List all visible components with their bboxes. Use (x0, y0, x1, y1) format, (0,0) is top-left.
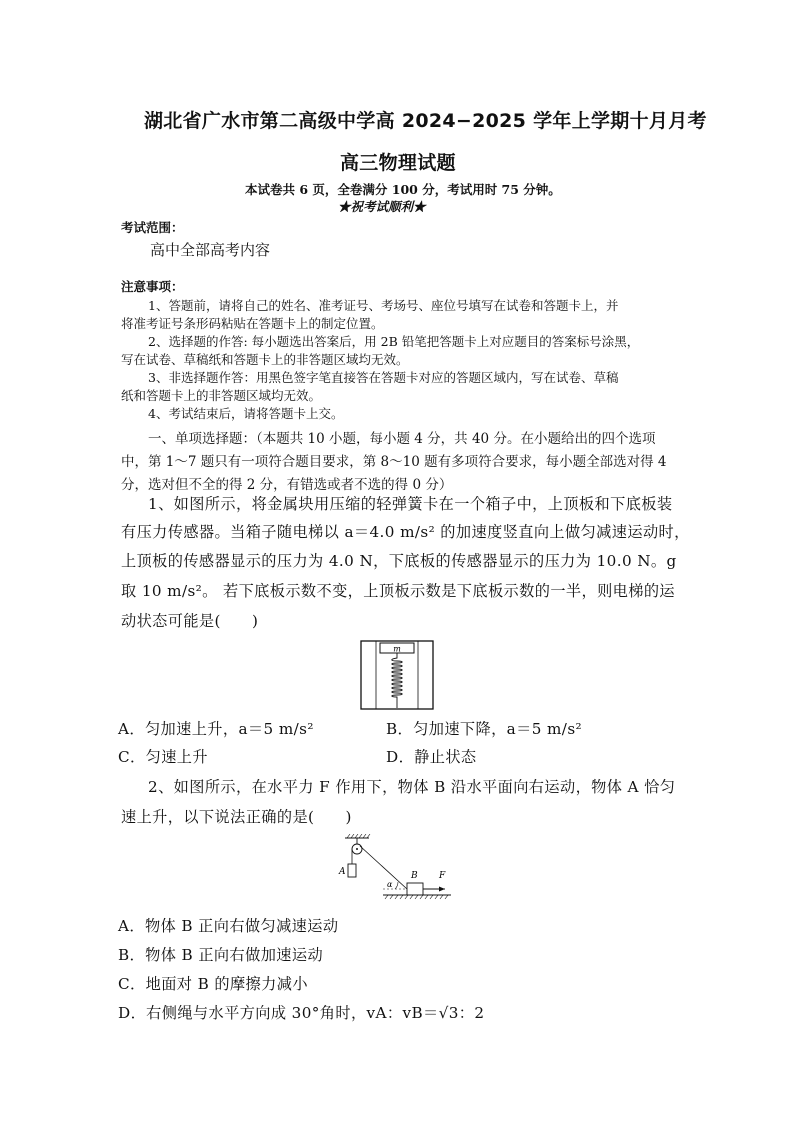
q1-stem-line: 动状态可能是( ) (121, 612, 259, 630)
q2-block-b-label: B (411, 871, 418, 881)
q1-stem-line: 有压力传感器。当箱子随电梯以 a＝4.0 m/s² 的加速度竖直向上做匀减速运动时， (121, 523, 690, 541)
q2-option-b[interactable]: B．物体 B 正向右做加速运动 (118, 946, 324, 964)
section-instruction: 一、单项选择题：（本题共 10 小题，每小题 4 分，共 40 分。在小题给出的四个选项 (148, 431, 656, 447)
q1-option-c[interactable]: C．匀速上升 (118, 748, 208, 766)
q1-option-a[interactable]: A．匀加速上升，a＝5 m/s² (118, 720, 314, 738)
notice-item: 1、答题前，请将自己的姓名、准考证号、考场号、座位号填写在试卷和答题卡上，并 (148, 298, 619, 313)
q2-stem-line: 2、如图所示，在水平力 F 作用下，物体 B 沿水平面向右运动，物体 A 恰匀 (148, 778, 676, 796)
notice-item: 3、非选择题作答：用黑色签字笔直接答在答题卡对应的答题区域内，写在试卷、草稿 (148, 370, 619, 385)
notice-label: 注意事项： (121, 279, 184, 294)
q2-stem-line: 速上升，以下说法正确的是( ) (121, 808, 352, 826)
exam-wish: ★祝考试顺利★ (338, 199, 426, 214)
section-instruction: 中，第 1～7 题只有一项符合题目要求，第 8～10 题有多项符合要求，每小题全部选对得 4 (121, 454, 667, 470)
q2-alpha-label: α (387, 880, 393, 889)
q2-option-a[interactable]: A．物体 B 正向右做匀减速运动 (118, 917, 339, 935)
notice-item: 4、考试结束后，请将答题卡上交。 (148, 406, 344, 421)
exam-info: 本试卷共 6 页，全卷满分 100 分，考试用时 75 分钟。 (245, 182, 561, 197)
q2-option-c[interactable]: C．地面对 B 的摩擦力减小 (118, 975, 308, 993)
notice-item: 写在试卷、草稿纸和答题卡上的非答题区域均无效。 (121, 352, 409, 367)
q1-option-d[interactable]: D．静止状态 (386, 748, 477, 766)
scope-label: 考试范围： (121, 220, 184, 235)
q1-option-b[interactable]: B．匀加速下降，a＝5 m/s² (386, 720, 583, 738)
q1-stem-line: 1、如图所示，将金属块用压缩的轻弹簧卡在一个箱子中，上顶板和下底板装 (148, 495, 673, 513)
q2-option-d[interactable]: D．右侧绳与水平方向成 30°角时，vA：vB＝√3：2 (118, 1004, 485, 1022)
exam-subtitle: 高三物理试题 (340, 152, 456, 174)
q1-spring-box-figure (360, 640, 434, 710)
notice-item: 将准考证号条形码粘贴在答题卡上的制定位置。 (121, 316, 384, 331)
q1-stem-line: 取 10 m/s²。 若下底板示数不变，上顶板示数是下底板示数的一半，则电梯的运 (121, 582, 676, 600)
notice-item: 2、选择题的作答: 每小题选出答案后，用 2B 铅笔把答题卡上对应题目的答案标号涂黑， (148, 334, 640, 349)
q1-stem-line: 上顶板的传感器显示的压力为 4.0 N，下底板的传感器显示的压力为 10.0 N。g (121, 552, 677, 570)
q2-block-a-label: A (339, 867, 346, 877)
q2-pulley-figure (335, 834, 465, 906)
section-instruction: 分，选对但不全的得 2 分，有错选或者不选的得 0 分） (121, 477, 453, 493)
q1-mass-label: m (393, 644, 401, 654)
exam-title: 湖北省广水市第二高级中学高 2024−2025 学年上学期十月月考 (144, 110, 707, 132)
notice-item: 纸和答题卡上的非答题区域均无效。 (121, 388, 322, 403)
scope-text: 高中全部高考内容 (150, 241, 271, 259)
q2-force-f-label: F (439, 871, 446, 881)
